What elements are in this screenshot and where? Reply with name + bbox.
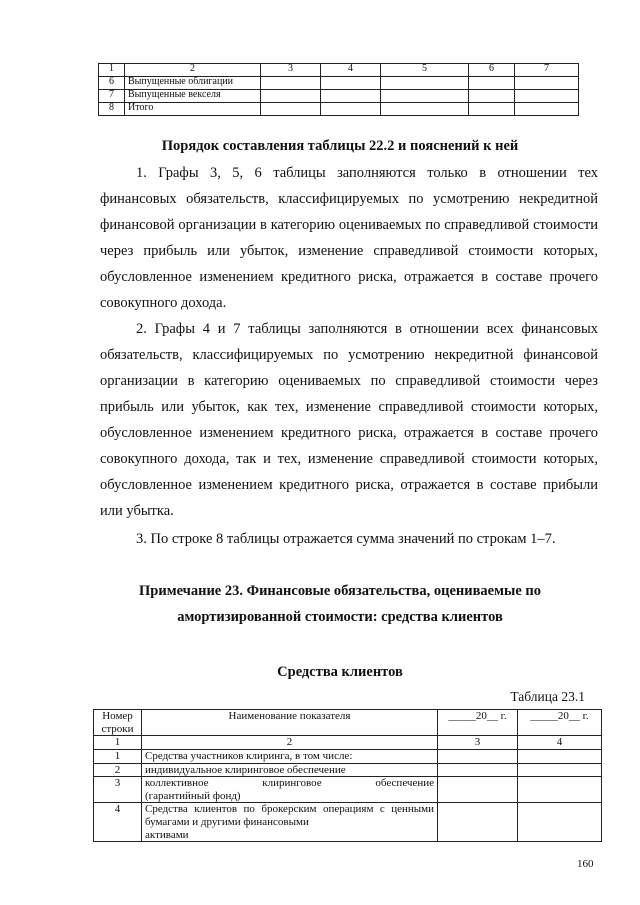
table-cell	[438, 777, 518, 803]
table-row	[99, 77, 579, 90]
table-row	[94, 777, 602, 803]
row-name: Средства участников клиринга, в том числе:	[142, 749, 438, 763]
row-name-line: активами	[145, 828, 189, 841]
note-heading-line2: амортизированной стоимости: средства клиентов	[177, 609, 503, 625]
table-row	[94, 763, 602, 777]
row-name-line: Средства клиентов по брокерским операциям с ценными бумагами и другими финансовыми	[145, 803, 434, 829]
header-text: строки	[101, 722, 134, 735]
table-cell: 6	[469, 64, 515, 77]
table-cell: 1	[99, 64, 125, 77]
header-indicator-name: Наименование показателя	[142, 710, 438, 736]
table-row	[94, 803, 602, 842]
table-cell: 3	[261, 64, 321, 77]
row-name	[142, 803, 438, 842]
row-name: индивидуальное клиринговое обеспечение	[142, 763, 438, 777]
table-cell	[515, 90, 579, 103]
row-number: 8	[99, 103, 125, 116]
note-heading-line1: Примечание 23. Финансовые обязательства, оцениваемые по	[139, 583, 541, 599]
continued-table	[98, 63, 579, 116]
paragraph-2: 2. Графы 4 и 7 таблицы заполняются в отношении всех финансовых обязательств, классифицируемых по усмотрению некредитной финансовой организации в категорию оцениваемых по справедливой стоимости через прибыль или убыток, как тех, изменение справедливой стоимости которых, обусловленное изменением кредитного риска, отражается в составе прочего совокупного дохода, так и тех, изменение справедливой стоимости которых, обусловленное изменением кредитного риска, отражается в составе прибыли или убытка.	[100, 321, 598, 519]
table-cell	[518, 803, 602, 842]
row-number: 1	[94, 749, 142, 763]
table-caption: Таблица 23.1	[510, 689, 585, 704]
table-cell	[518, 763, 602, 777]
table-cell	[438, 803, 518, 842]
table-cell: 1	[94, 736, 142, 750]
table-cell	[515, 103, 579, 116]
row-number: 6	[99, 77, 125, 90]
table-cell	[261, 103, 321, 116]
row-number: 7	[99, 90, 125, 103]
table-row	[99, 90, 579, 103]
table-cell	[518, 749, 602, 763]
row-name: Выпущенные облигации	[125, 77, 261, 90]
table-row	[99, 103, 579, 116]
row-number: 4	[94, 803, 142, 842]
row-name: Итого	[125, 103, 261, 116]
row-name	[142, 777, 438, 803]
table-cell: 3	[438, 736, 518, 750]
table-cell	[381, 77, 469, 90]
header-row-number	[94, 710, 142, 736]
table-row	[94, 749, 602, 763]
table-cell: 4	[321, 64, 381, 77]
table-cell	[381, 103, 469, 116]
table-numbering-row	[94, 736, 602, 750]
header-year-1: _____20__ г.	[438, 710, 518, 736]
paragraph-3: 3. По строке 8 таблицы отражается сумма значений по строкам 1–7.	[136, 531, 556, 547]
table-cell	[518, 777, 602, 803]
table-cell	[469, 90, 515, 103]
header-text: Номер	[102, 710, 133, 722]
table-cell	[261, 77, 321, 90]
table-cell: 4	[518, 736, 602, 750]
table-cell: 2	[142, 736, 438, 750]
table-cell	[321, 77, 381, 90]
table-cell: 2	[125, 64, 261, 77]
table-cell	[261, 90, 321, 103]
table-cell: 7	[515, 64, 579, 77]
table-cell	[321, 103, 381, 116]
table-cell	[515, 77, 579, 90]
row-name-line: (гарантийный фонд)	[145, 789, 241, 802]
table-cell	[469, 103, 515, 116]
table-cell	[321, 90, 381, 103]
table-cell	[438, 749, 518, 763]
table-title: Средства клиентов	[277, 664, 403, 680]
clients-funds-table	[93, 709, 602, 842]
paragraph-1: 1. Графы 3, 5, 6 таблицы заполняются только в отношении тех финансовых обязательств, классифицируемых по усмотрению некредитной финансовой организации в категорию оцениваемых по справедливой стоимости через прибыль или убыток, изменение справедливой стоимости которых, обусловленное изменением кредитного риска, отражается в составе прочего совокупного дохода.	[100, 165, 598, 311]
section-heading: Порядок составления таблицы 22.2 и пояснений к ней	[161, 138, 519, 154]
row-number: 3	[94, 777, 142, 803]
table-cell	[438, 763, 518, 777]
row-name: Выпущенные векселя	[125, 90, 261, 103]
row-number: 2	[94, 763, 142, 777]
table-header-row	[99, 64, 579, 77]
table-cell	[381, 90, 469, 103]
table-cell: 5	[381, 64, 469, 77]
header-year-2: _____20__ г.	[518, 710, 602, 736]
table-cell	[469, 77, 515, 90]
table-header-row	[94, 710, 602, 736]
row-name-line: коллективное клиринговое обеспечение	[145, 777, 434, 790]
page-number: 160	[577, 858, 594, 870]
